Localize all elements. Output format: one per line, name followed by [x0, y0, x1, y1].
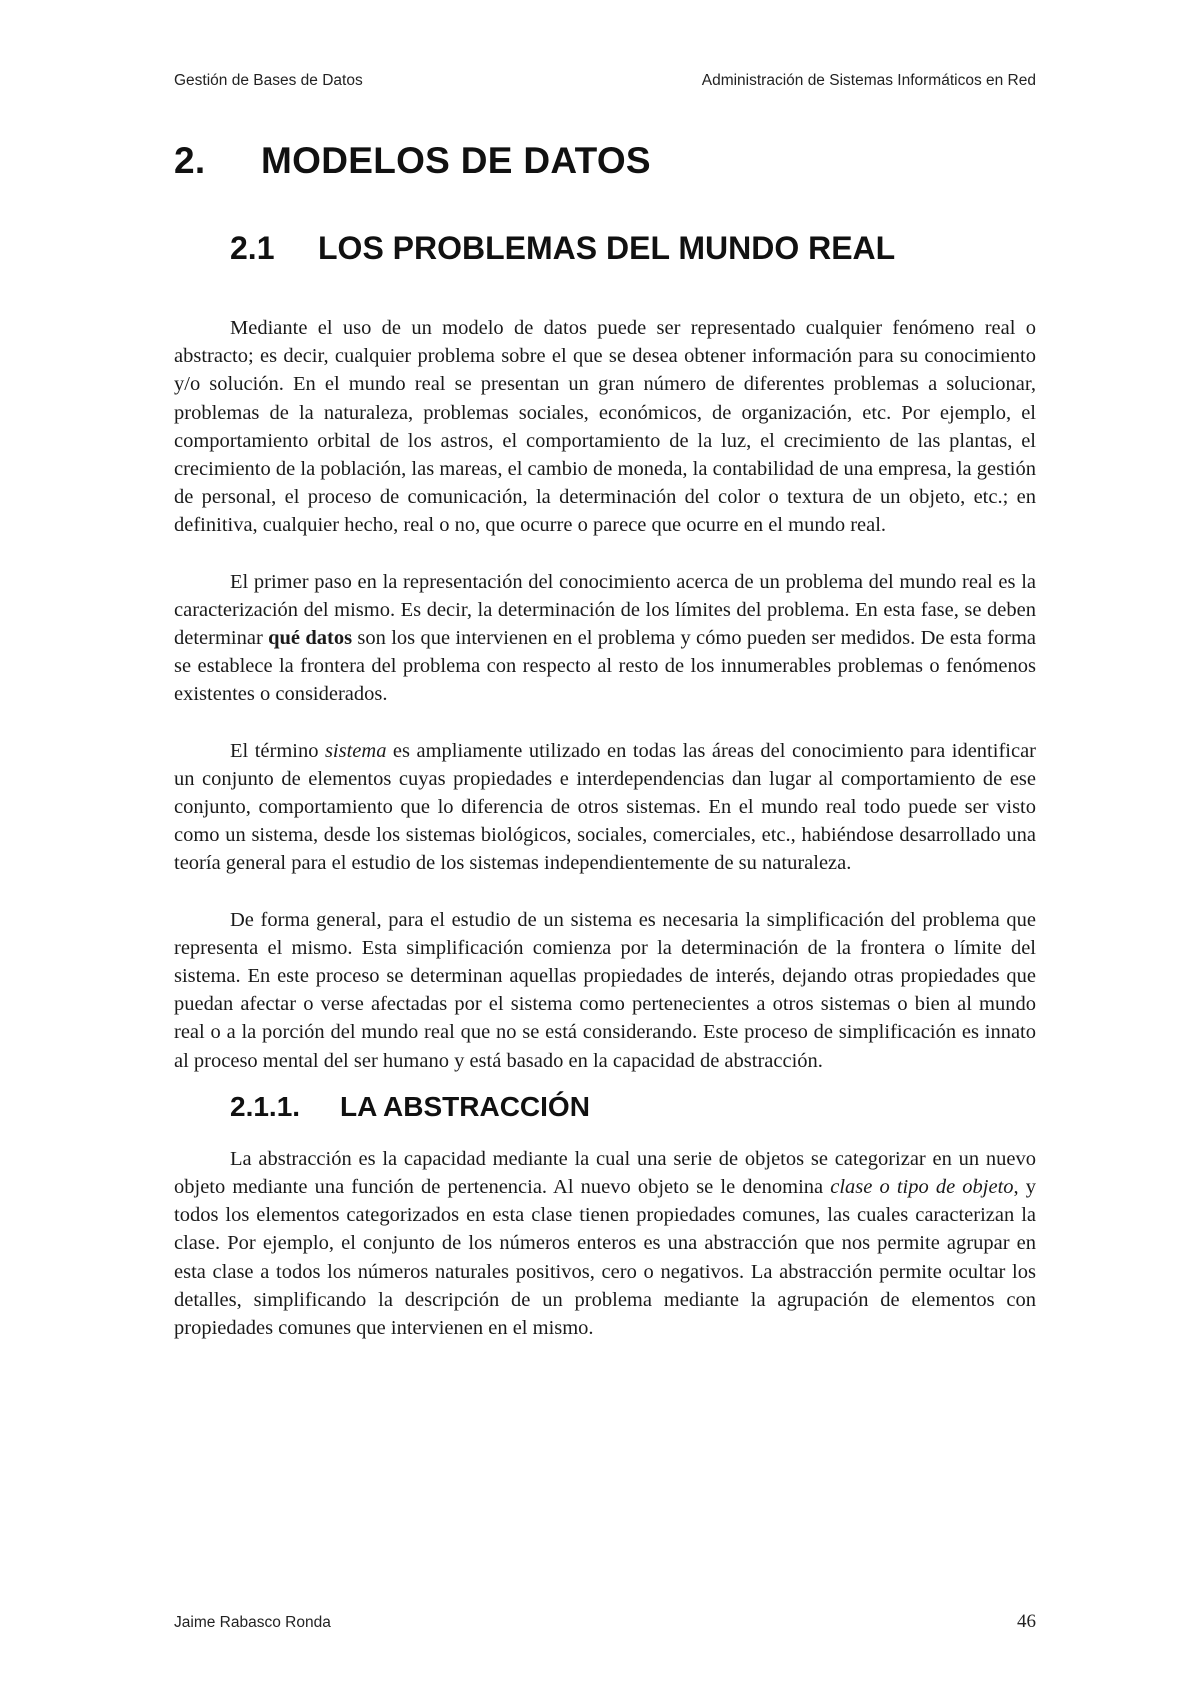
section-heading — [230, 230, 1036, 267]
footer-author: Jaime Rabasco Ronda — [174, 1614, 331, 1631]
chapter-heading — [174, 140, 1036, 182]
paragraph-text: , y todos los elementos categorizados en esta clase tienen propiedades comunes, las cuales caracterizan la clase. Por ejemplo, el conjunto de los números enteros es una abstracción que nos permite agrupar en esta clase a todos los números naturales positivos, cero o negativos. La abstracción permite ocultar los detalles, simplificando la descripción de un problema mediante la agrupación de elementos con propiedades comunes que intervienen en el mismo. — [174, 1176, 1036, 1340]
page-number: 46 — [1017, 1611, 1036, 1632]
paragraph: Mediante el uso de un modelo de datos puede ser representado cualquier fenómeno real o abstracto; es decir, cualquier problema sobre el que se desea obtener información para su conocimiento y/o solución. En el mundo real se presentan un gran número de diferentes problemas a solucionar, problemas de la naturaleza, problemas sociales, económicos, de organización, etc. Por ejemplo, el comportamiento orbital de los astros, el comportamiento de la luz, el crecimiento de las plantas, el crecimiento de la población, las mareas, el cambio de moneda, la contabilidad de una empresa, la gestión de personal, el proceso de comunicación, la determinación del color o textura de un objeto, etc.; en definitiva, cualquier hecho, real o no, que ocurre o parece que ocurre en el mundo real. — [174, 317, 1036, 537]
running-header — [174, 72, 1036, 90]
paragraph-text: El primer paso en la representación del conocimiento acerca de un problema del mundo real es la caracterización del mismo. Es decir, la determinación de los límites del problema. En esta fase, se deben determinar — [174, 570, 1036, 650]
paragraph — [174, 737, 1036, 878]
subsection-title: LA ABSTRACCIÓN — [340, 1090, 590, 1122]
paragraph-text: son los que intervienen en el problema y cómo pueden ser medidos. De esta forma se establece la frontera del problema con respecto al resto de los innumerables problemas o fenómenos existentes o considerados. — [174, 627, 1036, 706]
running-footer — [174, 1611, 1036, 1633]
chapter-number: 2. — [174, 140, 206, 181]
section-number: 2.1 — [230, 230, 275, 266]
body-content — [174, 140, 1036, 1342]
italic-term: sistema — [324, 739, 387, 762]
subsection-heading — [230, 1091, 1036, 1123]
paragraph-text: es ampliamente utilizado en todas las áreas del conocimiento para identificar un conjunto de elementos cuyas propiedades e interdependencias dan lugar al comportamiento de ese conjunto, comportamiento que lo diferencia de otros sistemas. En el mundo real todo puede ser visto como un sistema, desde los sistemas biológicos, sociales, comerciales, etc., habiéndose desarrollado una teoría general para el estudio de los sistemas independientemente de su naturaleza. — [174, 739, 1036, 875]
section-title: LOS PROBLEMAS DEL MUNDO REAL — [318, 230, 896, 266]
paragraph-text: La abstracción es la capacidad mediante la cual una serie de objetos se categorizar en un nuevo objeto mediante una función de pertenencia. Al nuevo objeto se le denomina — [174, 1147, 1036, 1199]
paragraph — [174, 568, 1036, 709]
chapter-title: MODELOS DE DATOS — [261, 140, 651, 181]
subsection-number: 2.1.1. — [230, 1090, 301, 1122]
header-course: Gestión de Bases de Datos — [174, 72, 363, 89]
paragraph — [174, 1145, 1036, 1342]
paragraph-text: El término — [230, 739, 325, 762]
header-program: Administración de Sistemas Informáticos en Red — [701, 72, 1036, 89]
bold-term: qué datos — [268, 627, 353, 650]
italic-term: clase o tipo de objeto — [830, 1176, 1014, 1199]
paragraph: De forma general, para el estudio de un sistema es necesaria la simplificación del problema que representa el mismo. Esta simplificación comienza por la determinación de la frontera o límite del sistema. En este proceso se determinan aquellas propiedades de interés, dejando otras propiedades que puedan afectar o verse afectadas por el sistema como pertenecientes a otros sistemas o bien al mundo real o a la porción del mundo real que no se está considerando. Este proceso de simplificación es innato al proceso mental del ser humano y está basado en la capacidad de abstracción. — [174, 908, 1036, 1072]
